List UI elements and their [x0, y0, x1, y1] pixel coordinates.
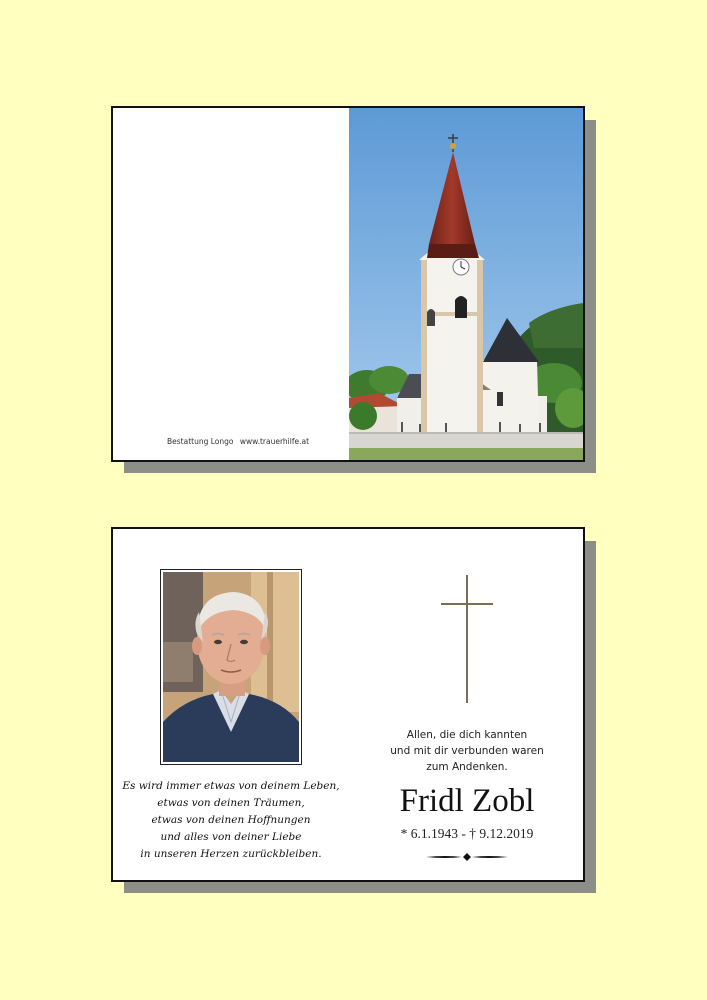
dedication-line: zum Andenken. [426, 761, 508, 773]
verse-line: Es wird immer etwas von deinem Leben, [122, 780, 340, 792]
verse-line: und alles von deiner Liebe [160, 831, 302, 843]
dedication-text [349, 727, 585, 775]
portrait-frame [160, 569, 302, 765]
life-dates: * 6.1.1943 - † 9.12.2019 [400, 826, 534, 841]
funeral-home-imprint [167, 437, 309, 446]
verse-line: in unseren Herzen zurückbleiben. [140, 848, 322, 860]
front-card [111, 106, 585, 462]
verse-line: etwas von deinen Hoffnungen [151, 814, 311, 826]
church-tower-photo [349, 108, 583, 460]
imprint-company: Bestattung Longo [167, 437, 234, 446]
imprint-website: www.trauerhilfe.at [239, 437, 310, 446]
cross-icon [441, 575, 493, 703]
portrait-photo [163, 572, 299, 762]
verse-line: etwas von deinen Träumen, [157, 797, 305, 809]
front-card-back-panel [113, 108, 349, 460]
inside-card [111, 527, 585, 882]
ornament-divider-icon [426, 853, 508, 861]
deceased-name: Fridl Zobl [399, 783, 535, 819]
memorial-verse [113, 778, 349, 863]
dedication-line: Allen, die dich kannten [406, 729, 528, 741]
dedication-line: und mit dir verbunden waren [390, 745, 544, 757]
